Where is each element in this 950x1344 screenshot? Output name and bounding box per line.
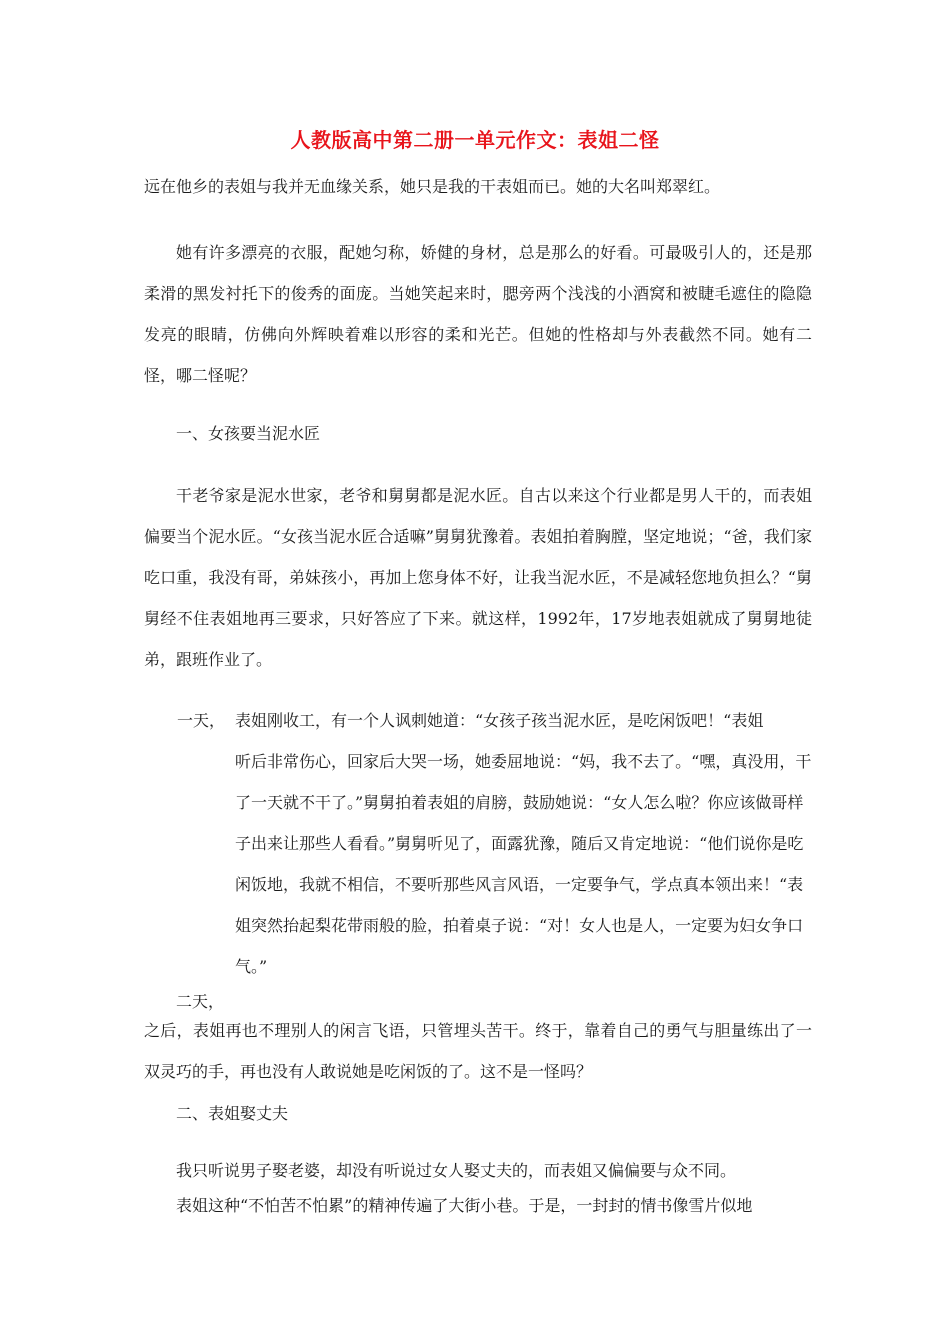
paragraph-second-day-lead: 二天， [176,992,225,1011]
section-heading-1: 一、女孩要当泥水匠 [176,424,321,443]
paragraph-mason: 干老爷家是泥水世家，老爷和舅舅都是泥水匠。自古以来这个行业都是男人干的，而表姐偏要当个泥水匠。“女孩当泥水匠合适嘛”舅舅犹豫着。表姐拍着胸膛，坚定地说；“爸，我们家吃口重，我没有哥，弟妹孩小，再加上您身体不好，让我当泥水匠，不是减轻您地负担么？“舅舅经不住表姐地再三要求，只好答应了下来。就这样，1992年，17岁地表姐就成了舅舅地徒弟，跟班作业了。 [144,486,812,669]
paragraph-marriage: 我只听说男子娶老婆，却没有听说过女人娶丈夫的，而表姐又偏偏要与众不同。 [176,1161,737,1180]
document-title: 人教版高中第二册一单元作文：表姐二怪 [290,128,660,152]
dialogue-lead: 一天， [177,711,226,730]
paragraph-aftermath: 之后，表姐再也不理别人的闲言飞语，只管埋头苦干。终于，靠着自己的勇气与胆量练出了一双灵巧的手，再也没有人敢说她是吃闲饭的了。这不是一怪吗？ [144,1021,812,1081]
paragraph-appearance: 她有许多漂亮的衣服，配她匀称，娇健的身材，总是那么的好看。可最吸引人的，还是那柔滑的黑发衬托下的俊秀的面庞。当她笑起来时，腮旁两个浅浅的小酒窝和被睫毛遮住的隐隐发亮的眼睛，仿佛向外辉映着难以形容的柔和光芒。但她的性格却与外表截然不同。她有二怪，哪二怪呢？ [144,243,812,385]
dialogue-first-line: 表姐刚收工，有一个人讽刺她道：“女孩子孩当泥水匠，是吃闲饭吧！“表姐 [235,711,764,730]
dialogue-block [177,700,817,987]
paragraph-letters: 表姐这种“不怕苦不怕累”的精神传遍了大街小巷。于是，一封封的情书像雪片似地 [176,1196,753,1215]
paragraph-intro: 远在他乡的表姐与我并无血缘关系，她只是我的干表姐而已。她的大名叫郑翠红。 [144,177,721,196]
dialogue-rest: 听后非常伤心，回家后大哭一场，她委屈地说：“妈，我不去了。“嘿，真没用，干了一天就不干了。”舅舅拍着表姐的肩膀，鼓励她说：“女人怎么啦？你应该做哥样子出来让那些人看看。”舅舅听见了，面露犹豫，随后又肯定地说：“他们说你是吃闲饭地，我就不相信，不要听那些风言风语，一定要争气，学点真本领出来！“表姐突然抬起梨花带雨般的脸，拍着桌子说：“对！女人也是人，一定要为妇女争口气。” [235,752,812,976]
section-heading-2: 二、表姐娶丈夫 [176,1104,289,1123]
